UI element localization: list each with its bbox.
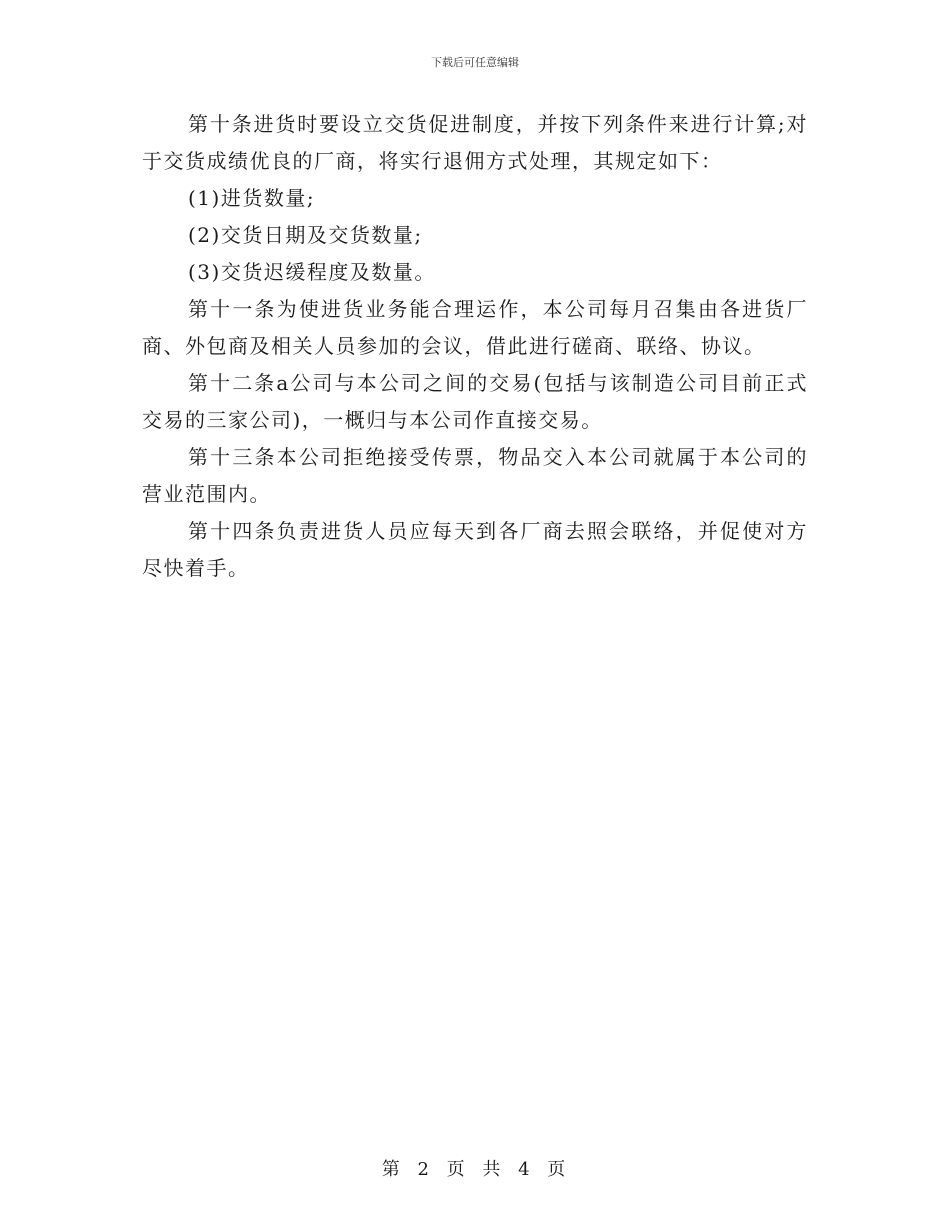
paragraph-article-14: 第十四条负责进货人员应每天到各厂商去照会联络，并促使对方尽快着手。 (142, 519, 808, 580)
document-body (142, 106, 808, 587)
page-number-footer: 第 2 页 共 4 页 (381, 1159, 569, 1180)
page-header-note: 下载后可任意编辑 (431, 56, 519, 69)
list-item-3: (3)交货迟缓程度及数量。 (188, 260, 436, 284)
paragraph-article-11: 第十一条为使进货业务能合理运作，本公司每月召集由各进货厂商、外包商及相关人员参加的会议，借此进行磋商、联络、协议。 (142, 297, 808, 358)
paragraph-article-12: 第十二条a公司与本公司之间的交易(包括与该制造公司目前正式交易的三家公司)，一概归与本公司作直接交易。 (142, 371, 808, 432)
paragraph-article-13: 第十三条本公司拒绝接受传票，物品交入本公司就属于本公司的营业范围内。 (142, 445, 808, 506)
list-item-1: (1)进货数量; (188, 186, 316, 210)
list-item-2: (2)交货日期及交货数量; (188, 223, 423, 247)
paragraph-article-10: 第十条进货时要设立交货促进制度，并按下列条件来进行计算;对于交货成绩优良的厂商，将实行退佣方式处理，其规定如下： (142, 112, 808, 173)
